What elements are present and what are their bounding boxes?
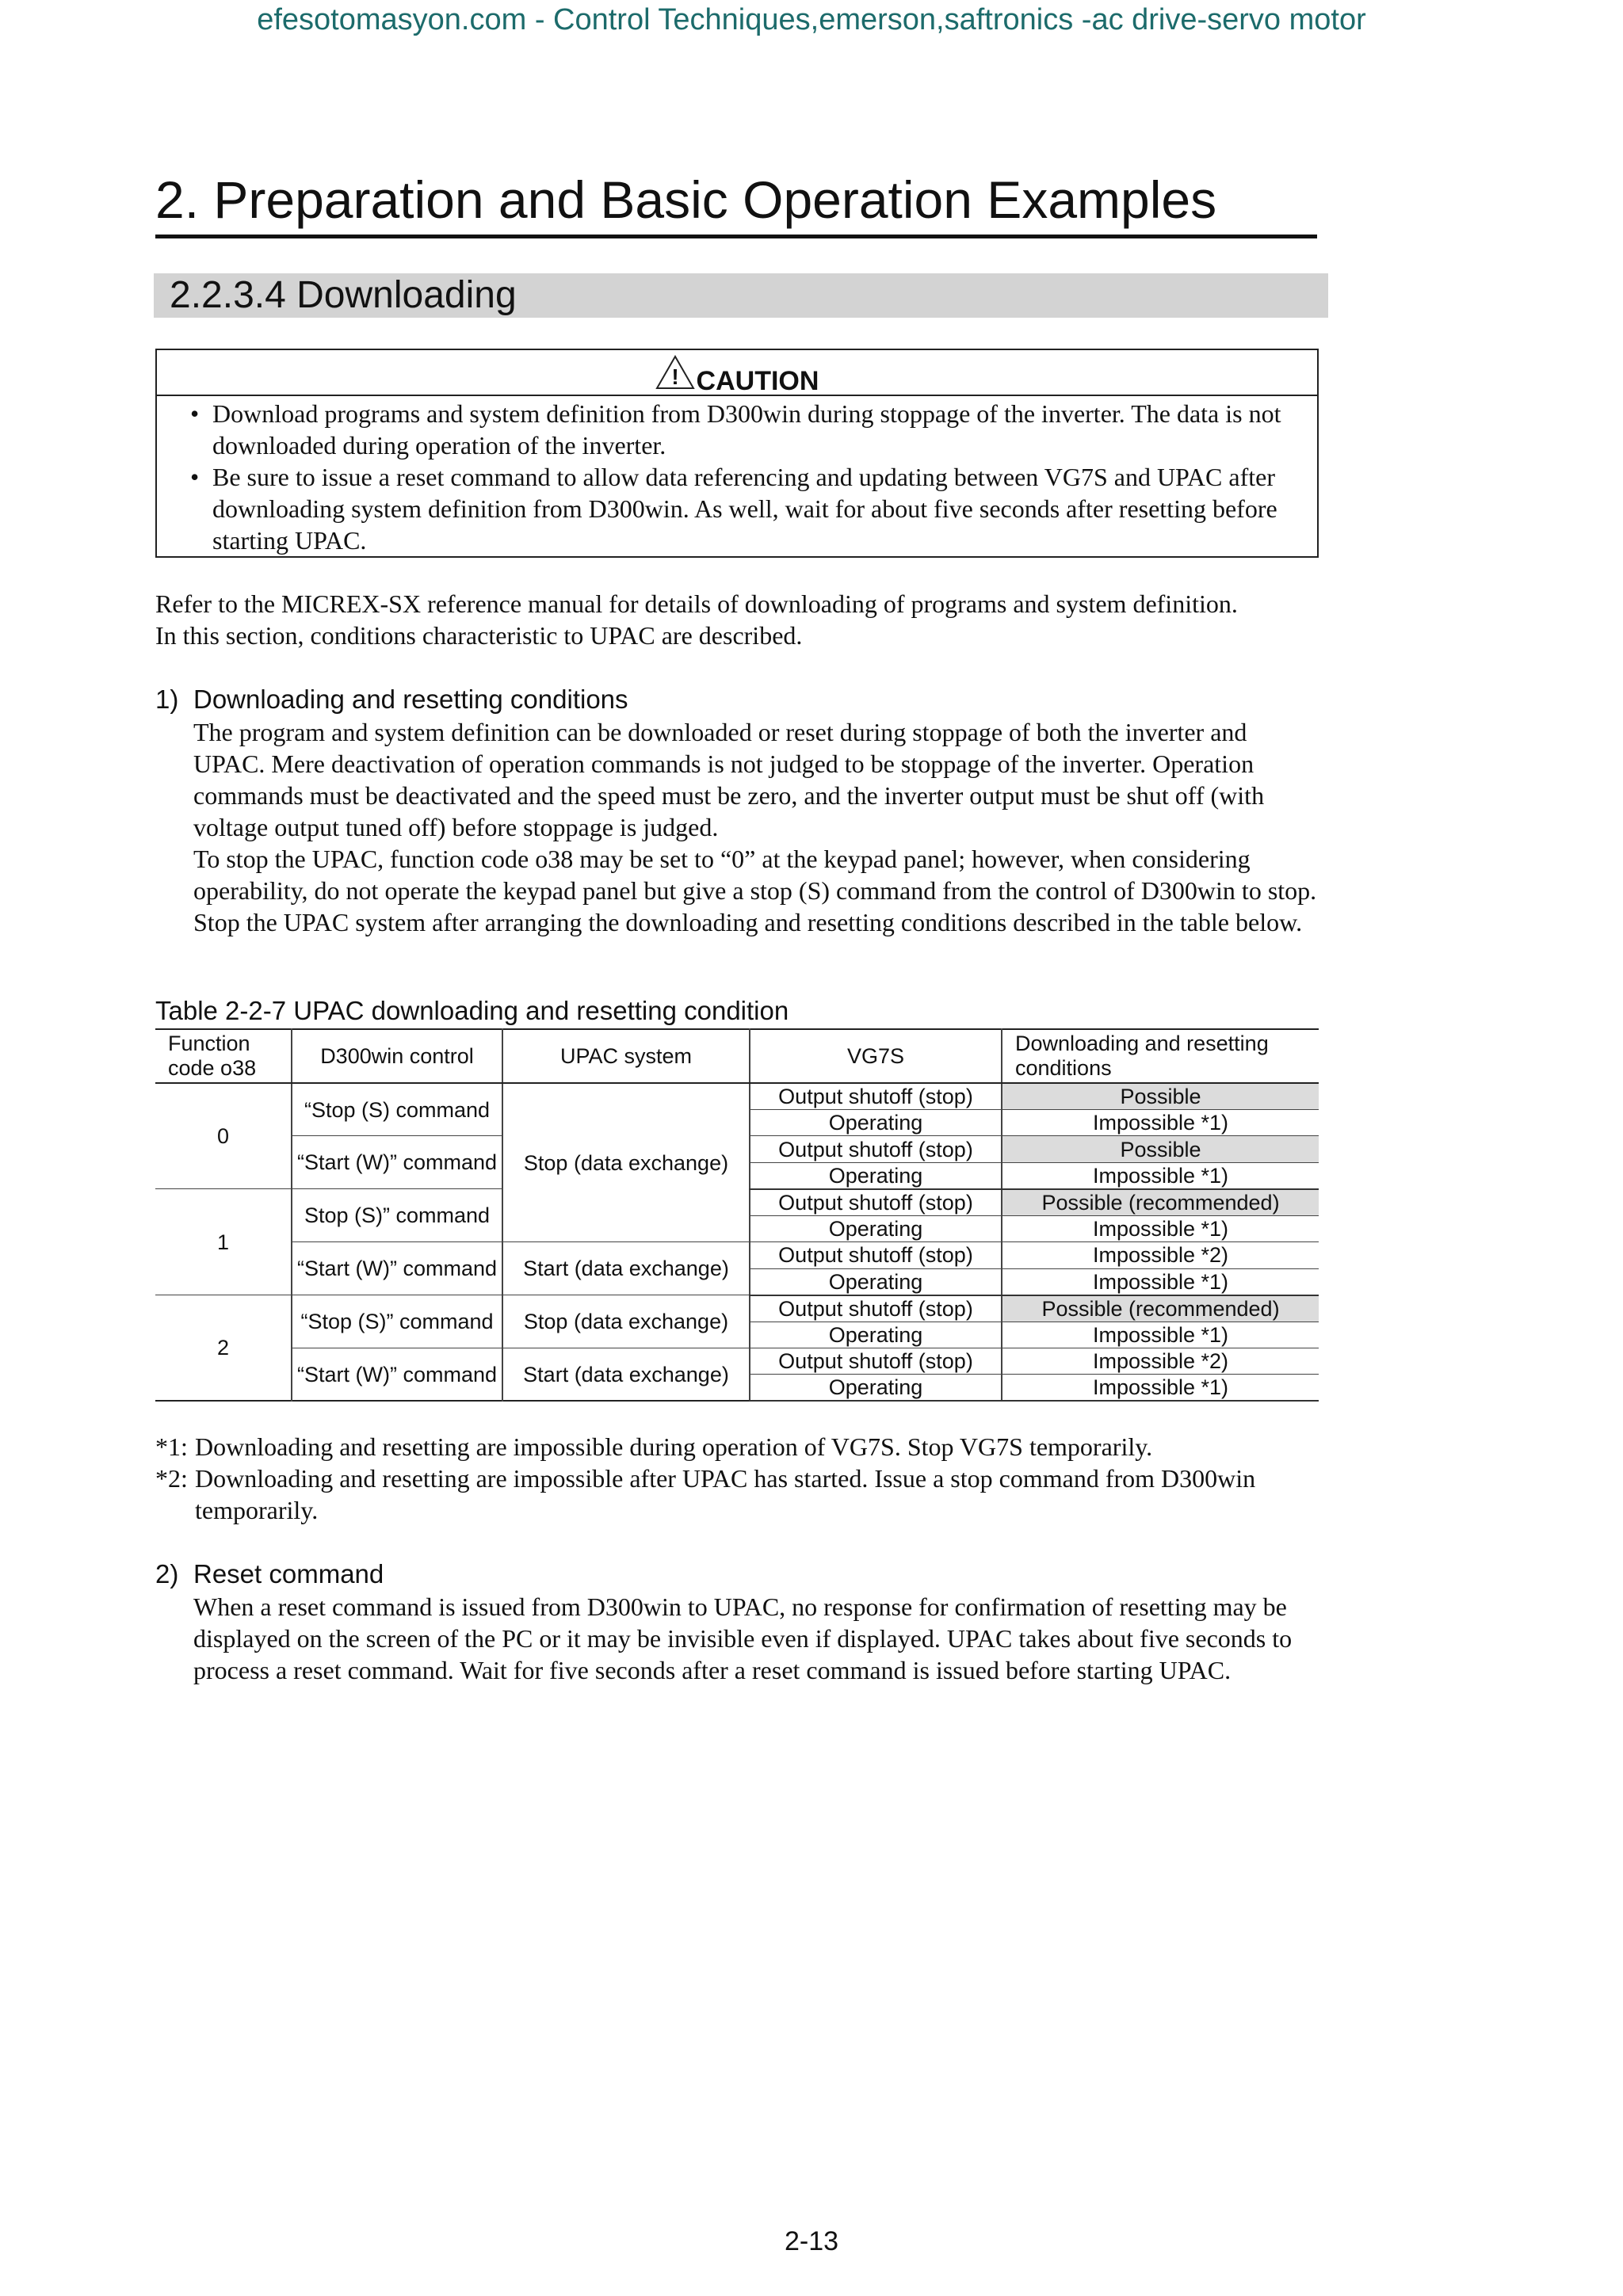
item-number: 1) (155, 685, 179, 714)
vg7s-cell: Output shutoff (stop) (750, 1136, 1002, 1162)
condition-cell: Impossible *2) (1002, 1348, 1319, 1374)
vg7s-cell: Output shutoff (stop) (750, 1083, 1002, 1110)
d300win-command-cell: “Start (W)” command (292, 1136, 502, 1189)
page-number: 2-13 (784, 2226, 839, 2256)
footnote (155, 1463, 1320, 1526)
vg7s-cell: Output shutoff (stop) (750, 1242, 1002, 1268)
table-row (155, 1083, 1319, 1110)
section-title: 2.2.3.4 Downloading (154, 273, 1328, 318)
footnote-text: Downloading and resetting are impossible during operation of VG7S. Stop VG7S temporarily. (195, 1432, 1153, 1461)
condition-cell: Impossible *1) (1002, 1375, 1319, 1402)
footnote-text: Downloading and resetting are impossible after UPAC has started. Issue a stop command from D300win temporarily. (195, 1464, 1256, 1524)
item-body (155, 716, 1320, 938)
caution-bullet: • Be sure to issue a reset command to allow data referencing and updating between VG7S and UPAC after downloading system definition from D300win. As well, wait for about five seconds after resetting before starting UPAC. (212, 461, 1306, 556)
condition-cell: Possible (1002, 1136, 1319, 1162)
item-paragraph: To stop the UPAC, function code o38 may be set to “0” at the keypad panel; however, when considering operability, do not operate the keypad panel but give a stop (S) command from the control of D300win to stop. Stop the UPAC system after arranging the downloading and resetting conditions described in the table below. (193, 845, 1317, 936)
vg7s-cell: Operating (750, 1375, 1002, 1402)
vg7s-cell: Operating (750, 1162, 1002, 1189)
header-function-code: Function code o38 (155, 1029, 292, 1083)
vg7s-cell: Output shutoff (stop) (750, 1295, 1002, 1322)
header-conditions: Downloading and resetting conditions (1002, 1029, 1319, 1083)
upac-system-cell: Stop (data exchange) (502, 1295, 750, 1348)
condition-cell: Possible (recommended) (1002, 1189, 1319, 1216)
item-number: 2) (155, 1559, 179, 1589)
footnote-mark: *2: (155, 1464, 188, 1493)
item-downloading-conditions (155, 683, 1320, 938)
vg7s-cell: Operating (750, 1110, 1002, 1136)
condition-cell: Impossible *1) (1002, 1215, 1319, 1241)
item-paragraph: The program and system definition can be downloaded or reset during stoppage of both the inverter and UPAC. Mere deactivation of operation commands is not judged to be stoppage of the inverter. Operation commands must be deactivated and the speed must be zero, and the inverter output must be shut off (with voltage output tuned off) before stoppage is judged. (193, 718, 1265, 841)
condition-cell: Possible (recommended) (1002, 1295, 1319, 1322)
header-vg7s: VG7S (750, 1029, 1002, 1083)
table-row (155, 1242, 1319, 1268)
upac-system-cell: Stop (data exchange) (502, 1083, 750, 1242)
item-reset-command (155, 1558, 1320, 1686)
item-paragraph: When a reset command is issued from D300win to UPAC, no response for confirmation of resetting may be displayed on the screen of the PC or it may be invisible even if displayed. UPAC takes about five seconds to process a reset command. Wait for five seconds after a reset command is issued before starting UPAC. (193, 1592, 1293, 1684)
intro-line: Refer to the MICREX-SX reference manual for details of downloading of programs and system definition. (155, 589, 1238, 618)
vg7s-cell: Output shutoff (stop) (750, 1348, 1002, 1374)
d300win-command-cell: “Stop (S) command (292, 1083, 502, 1136)
warning-triangle-icon (655, 355, 695, 397)
footnote-mark: *1: (155, 1432, 188, 1461)
condition-cell: Impossible *1) (1002, 1162, 1319, 1189)
item-body (155, 1591, 1320, 1686)
caution-list (157, 396, 1317, 556)
upac-system-cell: Start (data exchange) (502, 1242, 750, 1295)
d300win-command-cell: “Start (W)” command (292, 1348, 502, 1401)
item-heading-text: Downloading and resetting conditions (193, 685, 628, 714)
header-upac: UPAC system (502, 1029, 750, 1083)
function-code-cell: 0 (155, 1083, 292, 1189)
table-header-row (155, 1029, 1319, 1083)
caution-bullet: • Download programs and system definition from D300win during stoppage of the inverter. The data is not downloaded during operation of the inverter. (212, 398, 1306, 461)
condition-cell: Impossible *1) (1002, 1110, 1319, 1136)
d300win-command-cell: “Start (W)” command (292, 1242, 502, 1295)
conditions-table (155, 1028, 1319, 1402)
d300win-command-cell: “Stop (S)” command (292, 1295, 502, 1348)
intro-line: In this section, conditions characteristic to UPAC are described. (155, 621, 803, 650)
condition-cell: Impossible *1) (1002, 1268, 1319, 1295)
function-code-cell: 1 (155, 1189, 292, 1295)
table-row (155, 1295, 1319, 1322)
item-heading-text: Reset command (193, 1559, 384, 1589)
function-code-cell: 2 (155, 1295, 292, 1402)
item-heading (155, 683, 1320, 716)
footnote (155, 1431, 1320, 1463)
table-caption: Table 2-2-7 UPAC downloading and resetting condition (155, 996, 789, 1025)
table-row (155, 1348, 1319, 1374)
watermark-header: efesotomasyon.com - Control Techniques,emerson,saftronics -ac drive-servo motor (257, 3, 1366, 36)
caution-title: CAUTION (696, 366, 819, 396)
vg7s-cell: Operating (750, 1268, 1002, 1295)
vg7s-cell: Operating (750, 1322, 1002, 1348)
intro-paragraph (155, 588, 1328, 651)
chapter-title: 2. Preparation and Basic Operation Examples (155, 168, 1317, 238)
item-heading (155, 1558, 1320, 1591)
condition-cell: Possible (1002, 1083, 1319, 1110)
vg7s-cell: Operating (750, 1215, 1002, 1241)
vg7s-cell: Output shutoff (stop) (750, 1189, 1002, 1216)
svg-text:!: ! (670, 364, 679, 389)
condition-cell: Impossible *2) (1002, 1242, 1319, 1268)
footnotes (155, 1431, 1320, 1526)
caution-header (157, 350, 1317, 396)
condition-cell: Impossible *1) (1002, 1322, 1319, 1348)
caution-box (155, 349, 1319, 558)
upac-system-cell: Start (data exchange) (502, 1348, 750, 1401)
d300win-command-cell: Stop (S)” command (292, 1189, 502, 1242)
header-d300win: D300win control (292, 1029, 502, 1083)
